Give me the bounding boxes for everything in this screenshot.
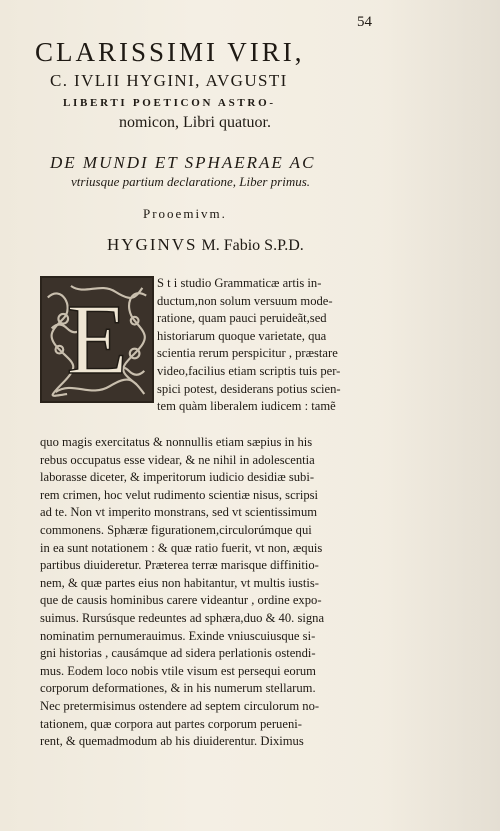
text-line: tem quàm liberalem iudicem : tamẽ [157,399,336,414]
text-line: scientia rerum perspicitur , præstare [157,346,338,361]
text-line: nominatim pernumerauimus. Exinde vniuscuiusque si- [40,628,316,643]
text-line: ratione, quam pauci peruideãt,sed [157,311,327,326]
salutation [107,235,304,255]
text-line: tationem, quæ corpora aut partes corporum perueni- [40,716,302,731]
section-label: Prooemivm. [143,206,227,221]
heading-line-2: C. IVLII HYGINI, AVGUSTI [50,71,288,90]
subheading-line-2: vtriusque partium declaratione, Liber primus. [71,174,311,189]
text-line: rent, & quemadmodum ab his diuiderentur. Diximus [40,734,304,749]
heading-line-1: CLARISSIMI VIRI, [35,37,305,67]
text-line: S t i studio Grammaticæ artis in- [157,276,322,290]
text-line: suimus. Rursúsque redeuntes ad sphæra,duo & 40. signa [40,610,325,625]
text-line: laborasse diceter, & imperitorum iudicio desidiæ subi- [40,470,315,485]
text-line: corporum deformationes, & in his numerum stellarum. [40,681,316,696]
text-line: que de causis hominibus carere videantur , ordine expo- [40,593,322,608]
text-line: rebus occupatus esse videar, & ne nihil in adolescentia [40,452,315,467]
body-text [40,434,384,751]
text-line: historiarum quoque varietate, qua [157,328,327,343]
text-line: gni historias , causámque ad sidera perlationis ostendi- [40,646,316,661]
salutation-name: HYGINVS [107,235,198,254]
text-line: nem, & quæ partes eius non habitantur, vt multis iustis- [40,575,319,590]
text-line: partibus diuideretur. Præterea terræ marisque diffinitio- [40,558,319,573]
text-line: video,facilius etiam scriptis tuis per- [157,363,341,378]
salutation-rest: M. Fabio S.P.D. [197,237,304,254]
text-line: Nec pretermisimus ostendere ad septem circulorum no- [40,698,320,713]
text-line: ad te. Non vt imperito monstrans, sed vt scientissimum [40,505,318,520]
page-gutter-shade [380,0,500,831]
text-line: rem crimen, hoc velut rudimento scientiæ nisus, scripsi [40,487,319,502]
text-line: commonens. Sphæræ figurationem,circulorúmque qui [40,522,312,537]
text-line: spici potest, desiderans potius scien- [157,381,341,396]
heading-line-3: LIBERTI POETICON ASTRO- [63,97,276,109]
text-line: mus. Eodem loco nobis vtile visum est persequi eorum [40,663,316,678]
subheading-line-1: DE MUNDI ET SPHAERAE AC [50,153,316,172]
body-text-indented [40,275,384,416]
text-line: ductum,non solum versuum mode- [157,293,333,308]
heading-line-4: nomicon, Libri quatuor. [119,114,271,131]
page-number: 54 [357,14,372,30]
text-line: quo magis exercitatus & nonnullis etiam sæpius in his [40,435,313,449]
text-line: in ea sunt notationem : & quæ ratio fuerit, vt non, æquis [40,540,323,555]
initial-letter: E [66,283,128,395]
